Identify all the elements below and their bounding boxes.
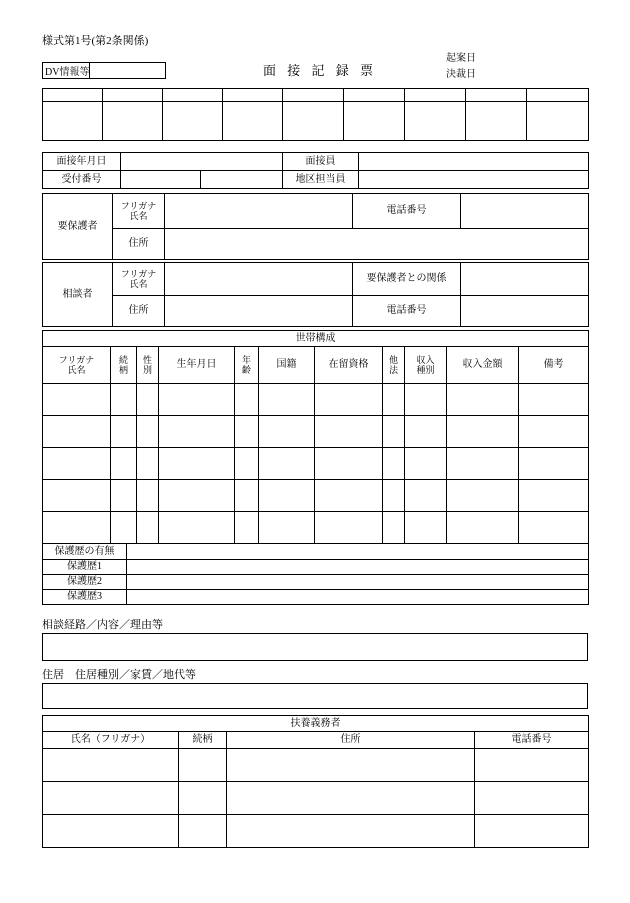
consultant-phone-value[interactable] xyxy=(461,296,589,327)
household-cell-age[interactable] xyxy=(235,416,259,448)
approval-cell[interactable] xyxy=(344,102,405,141)
applicant-name-label xyxy=(113,194,165,229)
consultant-table xyxy=(42,262,589,327)
support-obligor-phone[interactable] xyxy=(475,782,589,815)
applicant-row-label: 要保護者 xyxy=(43,194,113,260)
page-title: 面 接 記 録 票 xyxy=(262,63,377,78)
household-header-name xyxy=(43,347,111,384)
household-cell-other-law[interactable] xyxy=(383,480,405,512)
household-cell-sex[interactable] xyxy=(137,480,159,512)
household-cell-relation[interactable] xyxy=(111,416,137,448)
protection-history-2-value[interactable] xyxy=(127,575,589,590)
approval-cell[interactable] xyxy=(163,89,223,102)
support-obligors-table xyxy=(42,715,589,848)
household-cell-name[interactable] xyxy=(43,448,111,480)
table-row xyxy=(43,749,589,782)
applicant-furigana-label: フリガナ xyxy=(120,200,157,211)
household-cell-name[interactable] xyxy=(43,512,111,544)
household-header-age xyxy=(235,347,259,384)
form-number: 様式第1号(第2条関係) xyxy=(42,35,149,47)
table-row xyxy=(43,89,589,102)
table-row xyxy=(43,153,589,171)
household-cell-income-amount[interactable] xyxy=(447,480,519,512)
approval-dates xyxy=(446,51,476,83)
support-obligor-name[interactable] xyxy=(43,815,179,848)
household-cell-relation[interactable] xyxy=(111,448,137,480)
district-officer-label: 地区担当員 xyxy=(283,171,359,189)
household-header-residence-status: 在留資格 xyxy=(315,347,383,384)
consultant-relation-value[interactable] xyxy=(461,263,589,296)
household-cell-residence-status[interactable] xyxy=(315,480,383,512)
table-row xyxy=(43,102,589,141)
household-cell-nationality[interactable] xyxy=(259,416,315,448)
support-obligors-header-relation: 続柄 xyxy=(179,732,227,749)
applicant-table xyxy=(42,193,589,260)
household-header-sex-l2: 別 xyxy=(142,365,152,375)
household-cell-nationality[interactable] xyxy=(259,448,315,480)
approval-cell[interactable] xyxy=(103,102,163,141)
household-header-birth: 生年月日 xyxy=(159,347,235,384)
household-cell-income-type[interactable] xyxy=(405,384,447,416)
household-cell-nationality[interactable] xyxy=(259,512,315,544)
household-header-sex xyxy=(137,347,159,384)
table-row xyxy=(43,590,589,605)
interview-date-value[interactable] xyxy=(121,153,283,171)
household-cell-income-amount[interactable] xyxy=(447,416,519,448)
interviewer-label: 面接員 xyxy=(283,153,359,171)
household-header-incometype-l2: 種別 xyxy=(416,365,435,375)
household-cell-income-amount[interactable] xyxy=(447,384,519,416)
consultant-address-value[interactable] xyxy=(165,296,353,327)
household-cell-sex[interactable] xyxy=(137,512,159,544)
household-header-income-type xyxy=(405,347,447,384)
dv-info-field[interactable] xyxy=(42,62,166,79)
approval-cell[interactable] xyxy=(405,89,466,102)
table-row xyxy=(43,544,589,560)
approval-cell[interactable] xyxy=(163,102,223,141)
household-cell-income-type[interactable] xyxy=(405,512,447,544)
dv-info-label: DV情報等 xyxy=(45,67,90,78)
household-table xyxy=(42,330,589,544)
household-header-name-text: 氏名 xyxy=(67,365,86,375)
support-obligor-name[interactable] xyxy=(43,749,179,782)
applicant-phone-label: 電話番号 xyxy=(353,194,461,229)
household-cell-relation[interactable] xyxy=(111,512,137,544)
receipt-number-value-a[interactable] xyxy=(121,171,201,189)
household-cell-income-amount[interactable] xyxy=(447,512,519,544)
household-cell-remarks[interactable] xyxy=(519,448,589,480)
household-cell-remarks[interactable] xyxy=(519,384,589,416)
consultant-relation-label: 要保護者との関係 xyxy=(353,263,461,296)
household-header-incometype-l1: 収入 xyxy=(416,354,435,365)
interview-date-label: 面接年月日 xyxy=(43,153,121,171)
approval-cell[interactable] xyxy=(527,89,589,102)
household-cell-age[interactable] xyxy=(235,480,259,512)
support-obligor-address[interactable] xyxy=(227,815,475,848)
kian-date-label: 起案日 xyxy=(446,53,476,64)
protection-history-table xyxy=(42,543,589,605)
protection-history-2-label: 保護歴2 xyxy=(43,575,127,590)
applicant-name-value[interactable] xyxy=(165,194,353,229)
household-cell-relation[interactable] xyxy=(111,480,137,512)
support-obligor-phone[interactable] xyxy=(475,749,589,782)
consultant-name-text-label: 氏名 xyxy=(129,279,148,289)
household-cell-remarks[interactable] xyxy=(519,416,589,448)
household-header-other-law xyxy=(383,347,405,384)
approval-cell[interactable] xyxy=(466,102,527,141)
table-row xyxy=(43,296,589,327)
table-row xyxy=(43,512,589,544)
applicant-name-text-label: 氏名 xyxy=(129,211,148,221)
household-cell-income-type[interactable] xyxy=(405,448,447,480)
support-obligors-title: 扶養義務者 xyxy=(43,716,589,732)
support-obligor-name[interactable] xyxy=(43,782,179,815)
household-cell-sex[interactable] xyxy=(137,416,159,448)
support-obligors-header-phone: 電話番号 xyxy=(475,732,589,749)
household-cell-relation[interactable] xyxy=(111,384,137,416)
household-cell-other-law[interactable] xyxy=(383,416,405,448)
table-row xyxy=(43,263,589,296)
table-row xyxy=(43,347,589,384)
table-row xyxy=(43,384,589,416)
household-cell-income-type[interactable] xyxy=(405,416,447,448)
table-row xyxy=(43,171,589,189)
household-cell-age[interactable] xyxy=(235,512,259,544)
consultant-phone-label: 電話番号 xyxy=(353,296,461,327)
household-cell-birth[interactable] xyxy=(159,512,235,544)
approval-cell[interactable] xyxy=(43,89,103,102)
table-row xyxy=(43,416,589,448)
household-cell-name[interactable] xyxy=(43,416,111,448)
approval-cell[interactable] xyxy=(405,102,466,141)
household-header-age-l2: 齢 xyxy=(241,365,251,375)
table-row xyxy=(43,480,589,512)
table-row xyxy=(43,782,589,815)
household-cell-remarks[interactable] xyxy=(519,512,589,544)
consultation-route-input[interactable] xyxy=(42,633,588,661)
protection-history-label: 保護歴の有無 xyxy=(43,544,127,560)
household-cell-residence-status[interactable] xyxy=(315,512,383,544)
household-cell-nationality[interactable] xyxy=(259,384,315,416)
household-header-sex-l1: 性 xyxy=(142,354,152,365)
applicant-phone-value[interactable] xyxy=(461,194,589,229)
table-row xyxy=(43,448,589,480)
approval-cell[interactable] xyxy=(223,102,283,141)
approval-cell[interactable] xyxy=(527,102,589,141)
approval-cell[interactable] xyxy=(223,89,283,102)
household-cell-age[interactable] xyxy=(235,384,259,416)
applicant-address-label: 住所 xyxy=(113,229,165,260)
household-cell-other-law[interactable] xyxy=(383,512,405,544)
consultant-row-label: 相談者 xyxy=(43,263,113,327)
approval-stamp-grid xyxy=(42,88,589,141)
approval-cell[interactable] xyxy=(344,89,405,102)
household-cell-nationality[interactable] xyxy=(259,480,315,512)
household-cell-other-law[interactable] xyxy=(383,448,405,480)
household-header-relation xyxy=(111,347,137,384)
household-cell-income-type[interactable] xyxy=(405,480,447,512)
consultant-name-label xyxy=(113,263,165,296)
household-header-otherlaw-l1: 他 xyxy=(388,354,398,365)
receipt-number-value-b[interactable] xyxy=(201,171,283,189)
protection-history-3-label: 保護歴3 xyxy=(43,590,127,605)
table-row xyxy=(43,815,589,848)
consultation-route-label: 相談経路／内容／理由等 xyxy=(42,619,163,631)
protection-history-value[interactable] xyxy=(127,544,589,560)
support-obligor-phone[interactable] xyxy=(475,815,589,848)
interviewer-value[interactable] xyxy=(359,153,589,171)
protection-history-1-label: 保護歴1 xyxy=(43,560,127,575)
approval-cell[interactable] xyxy=(103,89,163,102)
table-row xyxy=(43,194,589,229)
support-obligors-header-address: 住所 xyxy=(227,732,475,749)
support-obligor-address[interactable] xyxy=(227,749,475,782)
household-section-title: 世帯構成 xyxy=(43,331,589,347)
household-cell-name[interactable] xyxy=(43,384,111,416)
residence-input[interactable] xyxy=(42,683,588,709)
household-cell-residence-status[interactable] xyxy=(315,448,383,480)
table-row xyxy=(43,732,589,749)
household-header-relation-l2: 柄 xyxy=(118,365,128,375)
support-obligors-header-name: 氏名（フリガナ） xyxy=(43,732,179,749)
table-row xyxy=(43,331,589,347)
table-row xyxy=(43,575,589,590)
household-cell-birth[interactable] xyxy=(159,416,235,448)
consultant-furigana-label: フリガナ xyxy=(120,268,157,279)
support-obligor-relation[interactable] xyxy=(179,749,227,782)
support-obligor-address[interactable] xyxy=(227,782,475,815)
approval-cell[interactable] xyxy=(283,102,344,141)
household-cell-birth[interactable] xyxy=(159,384,235,416)
approval-cell[interactable] xyxy=(283,89,344,102)
household-cell-sex[interactable] xyxy=(137,448,159,480)
applicant-address-value[interactable] xyxy=(165,229,589,260)
household-header-otherlaw-l2: 法 xyxy=(388,365,398,375)
household-cell-residence-status[interactable] xyxy=(315,416,383,448)
household-cell-income-amount[interactable] xyxy=(447,448,519,480)
table-row xyxy=(43,560,589,575)
support-obligor-relation[interactable] xyxy=(179,815,227,848)
approval-cell[interactable] xyxy=(466,89,527,102)
household-header-income-amount: 収入金額 xyxy=(447,347,519,384)
protection-history-1-value[interactable] xyxy=(127,560,589,575)
household-header-relation-l1: 続 xyxy=(118,354,128,365)
consultant-name-value[interactable] xyxy=(165,263,353,296)
household-cell-remarks[interactable] xyxy=(519,480,589,512)
interview-meta-table xyxy=(42,152,589,189)
household-cell-residence-status[interactable] xyxy=(315,384,383,416)
table-row xyxy=(43,229,589,260)
household-cell-birth[interactable] xyxy=(159,448,235,480)
household-cell-birth[interactable] xyxy=(159,480,235,512)
table-row xyxy=(43,716,589,732)
support-obligor-relation[interactable] xyxy=(179,782,227,815)
household-cell-name[interactable] xyxy=(43,480,111,512)
district-officer-value[interactable] xyxy=(359,171,589,189)
protection-history-3-value[interactable] xyxy=(127,590,589,605)
residence-label: 住居 住居種別／家賃／地代等 xyxy=(42,669,196,681)
household-header-furigana: フリガナ xyxy=(58,354,95,365)
dv-info-input[interactable] xyxy=(89,63,165,78)
household-header-nationality: 国籍 xyxy=(259,347,315,384)
consultant-address-label: 住所 xyxy=(113,296,165,327)
receipt-number-label: 受付番号 xyxy=(43,171,121,189)
household-header-remarks: 備考 xyxy=(519,347,589,384)
approval-cell[interactable] xyxy=(43,102,103,141)
household-cell-other-law[interactable] xyxy=(383,384,405,416)
household-cell-sex[interactable] xyxy=(137,384,159,416)
household-cell-age[interactable] xyxy=(235,448,259,480)
kessai-date-label: 決裁日 xyxy=(446,69,476,80)
household-header-age-l1: 年 xyxy=(241,354,251,365)
